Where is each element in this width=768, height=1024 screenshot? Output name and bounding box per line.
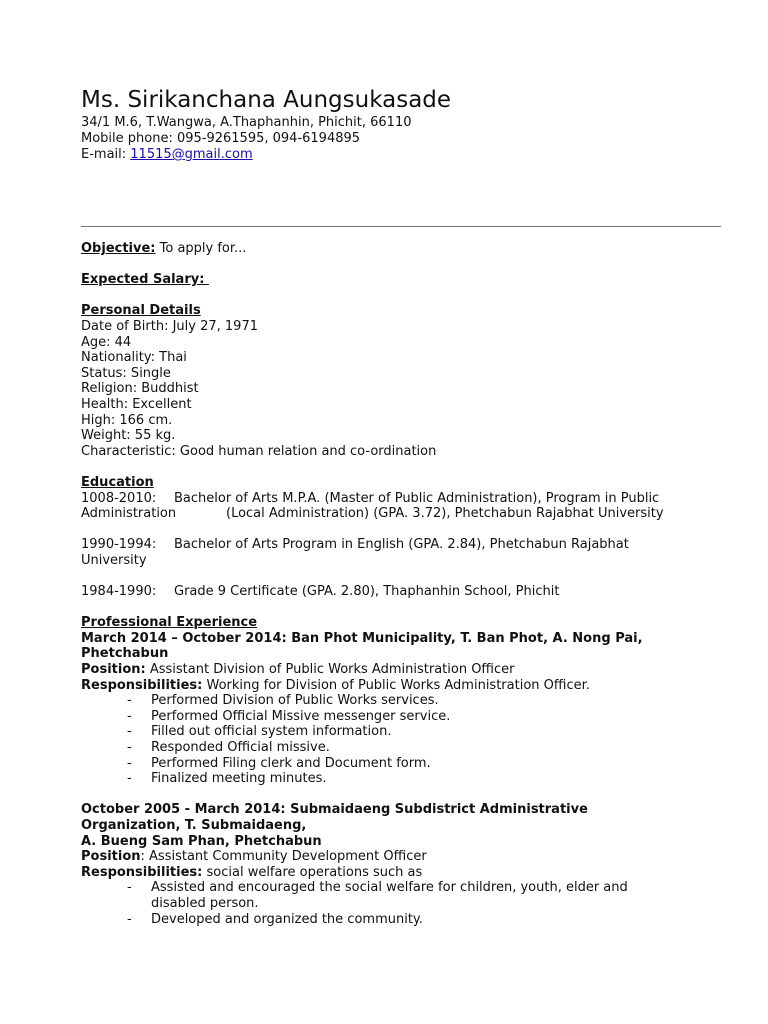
bullet-dash: - bbox=[127, 911, 132, 927]
job-position bbox=[81, 849, 721, 865]
responsibilities-text: Working for Division of Public Works Administration Officer. bbox=[202, 677, 590, 693]
candidate-name: Ms. Sirikanchana Aungsukasade bbox=[81, 87, 452, 113]
list-item-text: Developed and organized the community. bbox=[151, 911, 423, 927]
list-item bbox=[81, 756, 721, 772]
bullet-dash: - bbox=[127, 740, 132, 755]
responsibilities-text: social welfare operations such as bbox=[202, 864, 423, 880]
job-title: March 2014 – October 2014: Ban Phot Municipality, T. Ban Phot, A. Nong Pai, bbox=[81, 630, 643, 646]
address: 34/1 M.6, T.Wangwa, A.Thaphanhin, Phichit, 66110 bbox=[81, 115, 412, 130]
education-text: Grade 9 Certificate (GPA. 2.80), Thaphanhin School, Phichit bbox=[174, 584, 560, 600]
education-dates: 1008-2010: bbox=[81, 490, 157, 506]
job-responsibilities bbox=[81, 678, 721, 694]
experience-heading: Professional Experience bbox=[81, 615, 258, 631]
objective-line bbox=[81, 241, 721, 257]
list-item-text: Performed Official Missive messenger service. bbox=[151, 708, 451, 724]
personal-detail: Status: Single bbox=[81, 365, 171, 381]
mobile-phone: Mobile phone: 095-9261595, 094-6194895 bbox=[81, 131, 361, 146]
personal-detail: Religion: Buddhist bbox=[81, 381, 199, 397]
personal-detail: Characteristic: Good human relation and co-ordination bbox=[81, 443, 437, 459]
job-title: October 2005 - March 2014: Submaidaeng Subdistrict Administrative bbox=[81, 802, 588, 818]
responsibilities-label: Responsibilities: bbox=[81, 677, 203, 693]
education-text: Administration bbox=[81, 506, 177, 522]
bullet-dash: - bbox=[127, 708, 132, 724]
bullet-dash: - bbox=[127, 880, 132, 896]
personal-details-heading: Personal Details bbox=[81, 303, 201, 319]
objective-text: To apply for... bbox=[155, 241, 247, 256]
education-text: (Local Administration) (GPA. 3.72), Phetchabun Rajabhat University bbox=[226, 506, 664, 522]
personal-detail: Nationality: Thai bbox=[81, 350, 187, 366]
education-entry bbox=[81, 491, 721, 507]
personal-detail: Weight: 55 kg. bbox=[81, 428, 176, 444]
education-entry bbox=[81, 537, 721, 553]
job-responsibilities bbox=[81, 865, 721, 881]
list-item bbox=[81, 880, 681, 911]
education-text: Bachelor of Arts Program in English (GPA. 2.84), Phetchabun Rajabhat bbox=[174, 537, 629, 553]
salary-label: Expected Salary: bbox=[81, 272, 209, 288]
education-entry-cont: University bbox=[81, 552, 147, 568]
list-item-text: Assisted and encouraged the social welfare for children, youth, elder and disabled person. bbox=[151, 880, 628, 911]
horizontal-divider bbox=[81, 226, 721, 227]
education-text: Bachelor of Arts M.P.A. (Master of Public Administration), Program in Public bbox=[174, 490, 660, 506]
email-label: E-mail: bbox=[81, 147, 131, 162]
responsibilities-label: Responsibilities: bbox=[81, 864, 203, 880]
bullet-dash: - bbox=[127, 724, 132, 740]
list-item bbox=[81, 709, 721, 725]
bullet-dash: - bbox=[127, 771, 132, 787]
position-label: Position bbox=[81, 849, 141, 865]
position-text: Assistant Division of Public Works Administration Officer bbox=[145, 662, 515, 678]
job-title: Organization, T. Submaidaeng, bbox=[81, 817, 307, 833]
contact-block bbox=[81, 115, 411, 163]
list-item-text: Performed Filing clerk and Document form. bbox=[151, 755, 431, 771]
list-item-text: Filled out official system information. bbox=[151, 724, 392, 740]
personal-detail: Date of Birth: July 27, 1971 bbox=[81, 318, 258, 334]
resume-body bbox=[81, 241, 721, 927]
job-position bbox=[81, 662, 721, 678]
list-item-text: Performed Division of Public Works services. bbox=[151, 693, 439, 709]
personal-detail: Age: 44 bbox=[81, 334, 132, 350]
email-link[interactable]: 11515@gmail.com bbox=[130, 147, 253, 162]
list-item-text: Responded Official missive. bbox=[151, 740, 330, 755]
education-dates: 1990-1994: bbox=[81, 537, 157, 553]
education-entry-cont bbox=[81, 506, 721, 522]
position-text: : Assistant Community Development Officer bbox=[140, 849, 427, 865]
education-heading: Education bbox=[81, 474, 154, 490]
education-entry bbox=[81, 584, 721, 600]
job-title: Phetchabun bbox=[81, 646, 169, 662]
bullet-dash: - bbox=[127, 693, 132, 709]
position-label: Position: bbox=[81, 662, 146, 678]
list-item bbox=[81, 724, 721, 740]
objective-label: Objective: bbox=[81, 241, 156, 256]
education-dates: 1984-1990: bbox=[81, 584, 157, 600]
bullet-dash: - bbox=[127, 755, 132, 771]
email-line bbox=[81, 147, 411, 163]
personal-detail: High: 166 cm. bbox=[81, 412, 173, 428]
list-item-text: Finalized meeting minutes. bbox=[151, 771, 327, 787]
list-item bbox=[81, 693, 721, 709]
list-item bbox=[81, 771, 721, 787]
list-item bbox=[81, 912, 721, 928]
personal-detail: Health: Excellent bbox=[81, 396, 192, 412]
list-item bbox=[81, 740, 721, 756]
job-title: A. Bueng Sam Phan, Phetchabun bbox=[81, 833, 322, 849]
salary-line bbox=[81, 272, 721, 288]
